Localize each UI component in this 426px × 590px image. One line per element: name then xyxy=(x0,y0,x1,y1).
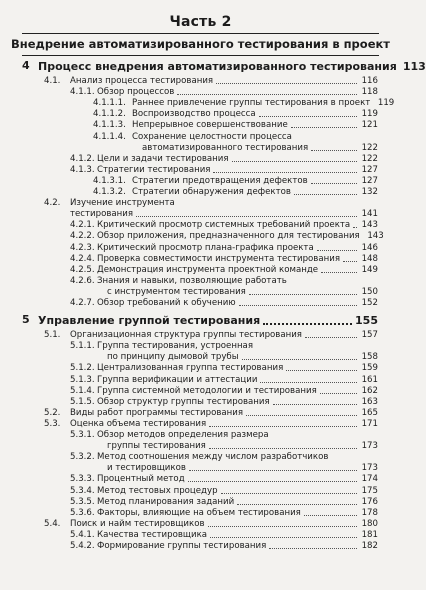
toc-entry-title: Критический просмотр системных требований проекта xyxy=(97,220,351,231)
toc-entry-title: Группа системной методологии и тестирования xyxy=(97,385,317,396)
toc-leader-dots xyxy=(189,470,357,471)
toc-leader-dots xyxy=(246,415,357,416)
toc-number: 5.3.3. xyxy=(70,474,95,485)
toc-number: 5.4.1. xyxy=(70,529,95,540)
toc-entry-title: Процесс внедрения автоматизированного тестирования xyxy=(38,60,397,73)
toc-entry-title: Проверка совместимости инструмента тестирования xyxy=(97,253,340,264)
toc-entry-title: Группа тестирования, устроенная xyxy=(97,341,253,352)
toc-entry-title-continued: с инструментом тестирования xyxy=(107,286,246,297)
top-rule xyxy=(22,33,379,34)
toc-number: 4.1.1.3. xyxy=(93,120,126,131)
toc-leader-dots xyxy=(263,323,352,325)
toc-entry-title: Виды работ программы тестирования xyxy=(70,407,244,418)
toc-number: 4.1.1.1. xyxy=(93,98,126,109)
toc-number: 5 xyxy=(22,313,30,327)
toc-entry-title-continued: и тестировщиков xyxy=(107,463,186,474)
toc-page-number: 116 xyxy=(361,76,378,86)
toc-leader-dots xyxy=(213,172,357,173)
toc-leader-dots xyxy=(249,294,357,295)
toc-page-number: 149 xyxy=(361,264,378,275)
toc-entry-title: Критический просмотр плана-графика проекта xyxy=(97,242,314,253)
toc-number: 4.1.3. xyxy=(70,164,95,175)
toc-entry[interactable] xyxy=(97,297,378,309)
toc-entry[interactable] xyxy=(97,540,378,552)
toc-page-number: 119 xyxy=(377,98,395,109)
toc-page-number: 150 xyxy=(361,286,378,297)
toc-page-number: 178 xyxy=(361,507,378,518)
toc-leader-dots xyxy=(320,393,357,394)
toc-page-number: 180 xyxy=(361,518,378,529)
toc-entry-title: Цели и задачи тестирования xyxy=(97,153,229,164)
toc-page-number: 113 xyxy=(402,60,426,73)
toc-page-number: 122 xyxy=(361,142,378,153)
toc-page-number: 148 xyxy=(361,253,378,264)
toc-entry-title: Качества тестировщика xyxy=(97,529,208,540)
toc-entry-title: Раннее привлечение группы тестирования в проект xyxy=(132,98,371,109)
toc-number: 4.1.3.2. xyxy=(93,187,126,197)
toc-chapter-entry[interactable] xyxy=(38,314,378,328)
toc-leader-dots xyxy=(269,548,357,549)
toc-number: 5.1.3. xyxy=(70,374,95,385)
toc-page-number: 143 xyxy=(361,220,378,231)
toc-leader-dots xyxy=(311,150,357,151)
toc-leader-dots xyxy=(239,305,357,306)
toc-chapter-entry[interactable] xyxy=(38,60,426,74)
toc-entry-title: Демонстрация инструмента проектной команде xyxy=(97,264,319,275)
toc-entry-title-continued: тестирования xyxy=(70,209,134,220)
toc-number: 5.4. xyxy=(44,518,61,529)
toc-page-number: 162 xyxy=(361,385,378,396)
toc-page-number: 141 xyxy=(361,209,378,220)
toc-leader-dots xyxy=(232,161,357,162)
toc-entry-title: Управление группой тестирования xyxy=(38,314,261,328)
toc-leader-dots xyxy=(188,481,357,482)
toc-leader-dots xyxy=(209,448,357,449)
toc-page-number: 127 xyxy=(361,175,378,186)
toc-number: 5.1.4. xyxy=(70,385,95,396)
toc-leader-dots xyxy=(304,515,357,516)
toc-page-number: 158 xyxy=(361,352,378,363)
toc-number: 4.1.1.2. xyxy=(93,109,126,120)
toc-number: 4.1.2. xyxy=(70,153,95,164)
toc-number: 4.1.1.4. xyxy=(93,131,126,142)
toc-leader-dots xyxy=(177,94,357,95)
toc-leader-dots xyxy=(305,337,357,338)
toc-entry-title: Непрерывное совершенствование xyxy=(132,120,288,131)
toc-entry-title: Метод планирования заданий xyxy=(97,496,235,507)
toc-leader-dots xyxy=(286,370,357,371)
toc-leader-dots xyxy=(343,261,357,262)
toc-entry-title: Метод соотношения между числом разработчиков xyxy=(97,452,329,463)
toc-page-number: 159 xyxy=(361,363,378,374)
toc-entry-title: Анализ процесса тестирования xyxy=(70,76,214,86)
toc-leader-dots xyxy=(242,359,358,360)
toc-number: 5.3.5. xyxy=(70,496,95,507)
toc-leader-dots xyxy=(311,183,357,184)
toc-page-number: 165 xyxy=(361,407,378,418)
toc-number: 5.3.4. xyxy=(70,485,95,496)
toc-entry-title-continued: группы тестирования xyxy=(107,441,206,452)
toc-page-number: 155 xyxy=(355,314,378,328)
toc-number: 5.3.1. xyxy=(70,430,95,440)
toc-number: 5.3. xyxy=(44,418,61,429)
toc-page-number: 182 xyxy=(361,541,378,551)
toc-entry-title: Оценка объема тестирования xyxy=(70,418,207,429)
toc-number: 5.1.5. xyxy=(70,396,95,407)
toc-entry-title: Сохранение целостности процесса xyxy=(132,131,292,142)
toc-leader-dots xyxy=(321,272,357,273)
toc-entry-title: Обзор приложения, предназначенного для тестирования xyxy=(97,231,360,242)
toc-number: 4.2.5. xyxy=(70,264,95,275)
toc-leader-dots xyxy=(208,526,357,527)
toc-leader-dots xyxy=(216,83,357,84)
toc-number: 4 xyxy=(22,59,30,72)
toc-entry-title: Стратегии обнаружения дефектов xyxy=(132,187,291,197)
toc-entry-title: Централизованная группа тестирования xyxy=(97,363,284,374)
toc-page-number: 119 xyxy=(361,109,378,120)
bottom-rule xyxy=(22,55,379,56)
toc-number: 4.1. xyxy=(44,76,61,86)
toc-page-number: 118 xyxy=(361,87,378,98)
toc-entry-title: Поиск и найм тестировщиков xyxy=(70,518,205,529)
toc-leader-dots xyxy=(260,382,357,383)
toc-page-number: 157 xyxy=(361,330,378,341)
toc-leader-dots xyxy=(210,537,357,538)
toc-entry-title: Обзор структур группы тестирования xyxy=(97,396,270,407)
toc-entry-title-continued: автоматизированного тестирования xyxy=(142,142,309,153)
toc-number: 5.4.2. xyxy=(70,541,95,551)
toc-page-number: 127 xyxy=(361,164,378,175)
toc-leader-dots xyxy=(209,426,357,427)
toc-entry-title: Метод тестовых процедур xyxy=(97,485,218,496)
toc-number: 5.1. xyxy=(44,330,61,341)
toc-page-number: 181 xyxy=(361,529,378,540)
toc-number: 5.1.2. xyxy=(70,363,95,374)
toc-entry-title: Обзор методов определения размера xyxy=(97,430,269,440)
toc-leader-dots xyxy=(291,127,357,128)
toc-page-number: 163 xyxy=(361,396,378,407)
toc-entry-title: Факторы, влияющие на объем тестирования xyxy=(97,507,301,518)
toc-page-number: 146 xyxy=(361,242,378,253)
toc-entry-title: Формирование группы тестирования xyxy=(97,541,267,551)
toc-leader-dots xyxy=(294,194,357,195)
toc-leader-dots xyxy=(136,216,357,217)
toc-page-number: 152 xyxy=(361,298,378,308)
toc-entry-title: Обзор требований к обучению xyxy=(97,298,236,308)
toc-leader-dots xyxy=(353,227,357,228)
toc-number: 5.2. xyxy=(44,407,61,418)
toc-page-number: 161 xyxy=(361,374,378,385)
toc-page-number: 122 xyxy=(361,153,378,164)
part-subtitle: Внедрение автоматизированного тестирования в проект xyxy=(11,37,390,51)
toc-number: 4.2.2. xyxy=(70,231,95,242)
toc-number: 4.2.3. xyxy=(70,242,95,253)
toc-entry-title: Воспроизводство процесса xyxy=(132,109,256,120)
toc-number: 5.1.1. xyxy=(70,341,95,352)
toc-number: 5.3.2. xyxy=(70,452,95,463)
toc-entry-title: Процентный метод xyxy=(97,474,185,485)
toc-leader-dots xyxy=(221,493,357,494)
toc-number: 4.2.4. xyxy=(70,253,95,264)
toc-entry-title: Обзор процессов xyxy=(97,87,175,98)
toc-entry-title-continued: по принципу дымовой трубы xyxy=(107,352,239,363)
toc-number: 4.2. xyxy=(44,198,61,209)
toc-number: 4.2.7. xyxy=(70,298,95,308)
toc-page-number: 176 xyxy=(361,496,378,507)
toc-leader-dots xyxy=(237,504,357,505)
toc-entry-title: Изучение инструмента xyxy=(70,198,175,209)
toc-leader-dots xyxy=(259,116,357,117)
toc-entry-title: Знания и навыки, позволяющие работать xyxy=(97,275,287,286)
toc-page-number: 175 xyxy=(361,485,378,496)
toc-page-number: 132 xyxy=(361,187,378,197)
toc-leader-dots xyxy=(273,404,357,405)
toc-page-number: 173 xyxy=(361,463,378,474)
toc-number: 4.2.6. xyxy=(70,275,95,286)
toc-number: 4.1.1. xyxy=(70,87,95,98)
toc-page-number: 173 xyxy=(361,441,378,452)
toc-number: 4.1.3.1. xyxy=(93,175,126,186)
toc-number: 4.2.1. xyxy=(70,220,95,231)
toc-leader-dots xyxy=(317,250,357,251)
toc-entry-title: Организационная структура группы тестирования xyxy=(70,330,302,341)
toc-entry-title: Группа верификации и аттестации xyxy=(97,374,258,385)
toc-page-number: 143 xyxy=(367,231,384,242)
part-title: Часть 2 xyxy=(169,14,232,30)
toc-page-number: 174 xyxy=(361,474,378,485)
toc-entry-title: Стратегии предотвращения дефектов xyxy=(132,175,308,186)
toc-page-number: 171 xyxy=(361,418,378,429)
toc-page-number: 121 xyxy=(361,120,378,131)
toc-entry-title: Стратегии тестирования xyxy=(97,164,211,175)
toc-number: 5.3.6. xyxy=(70,507,95,518)
